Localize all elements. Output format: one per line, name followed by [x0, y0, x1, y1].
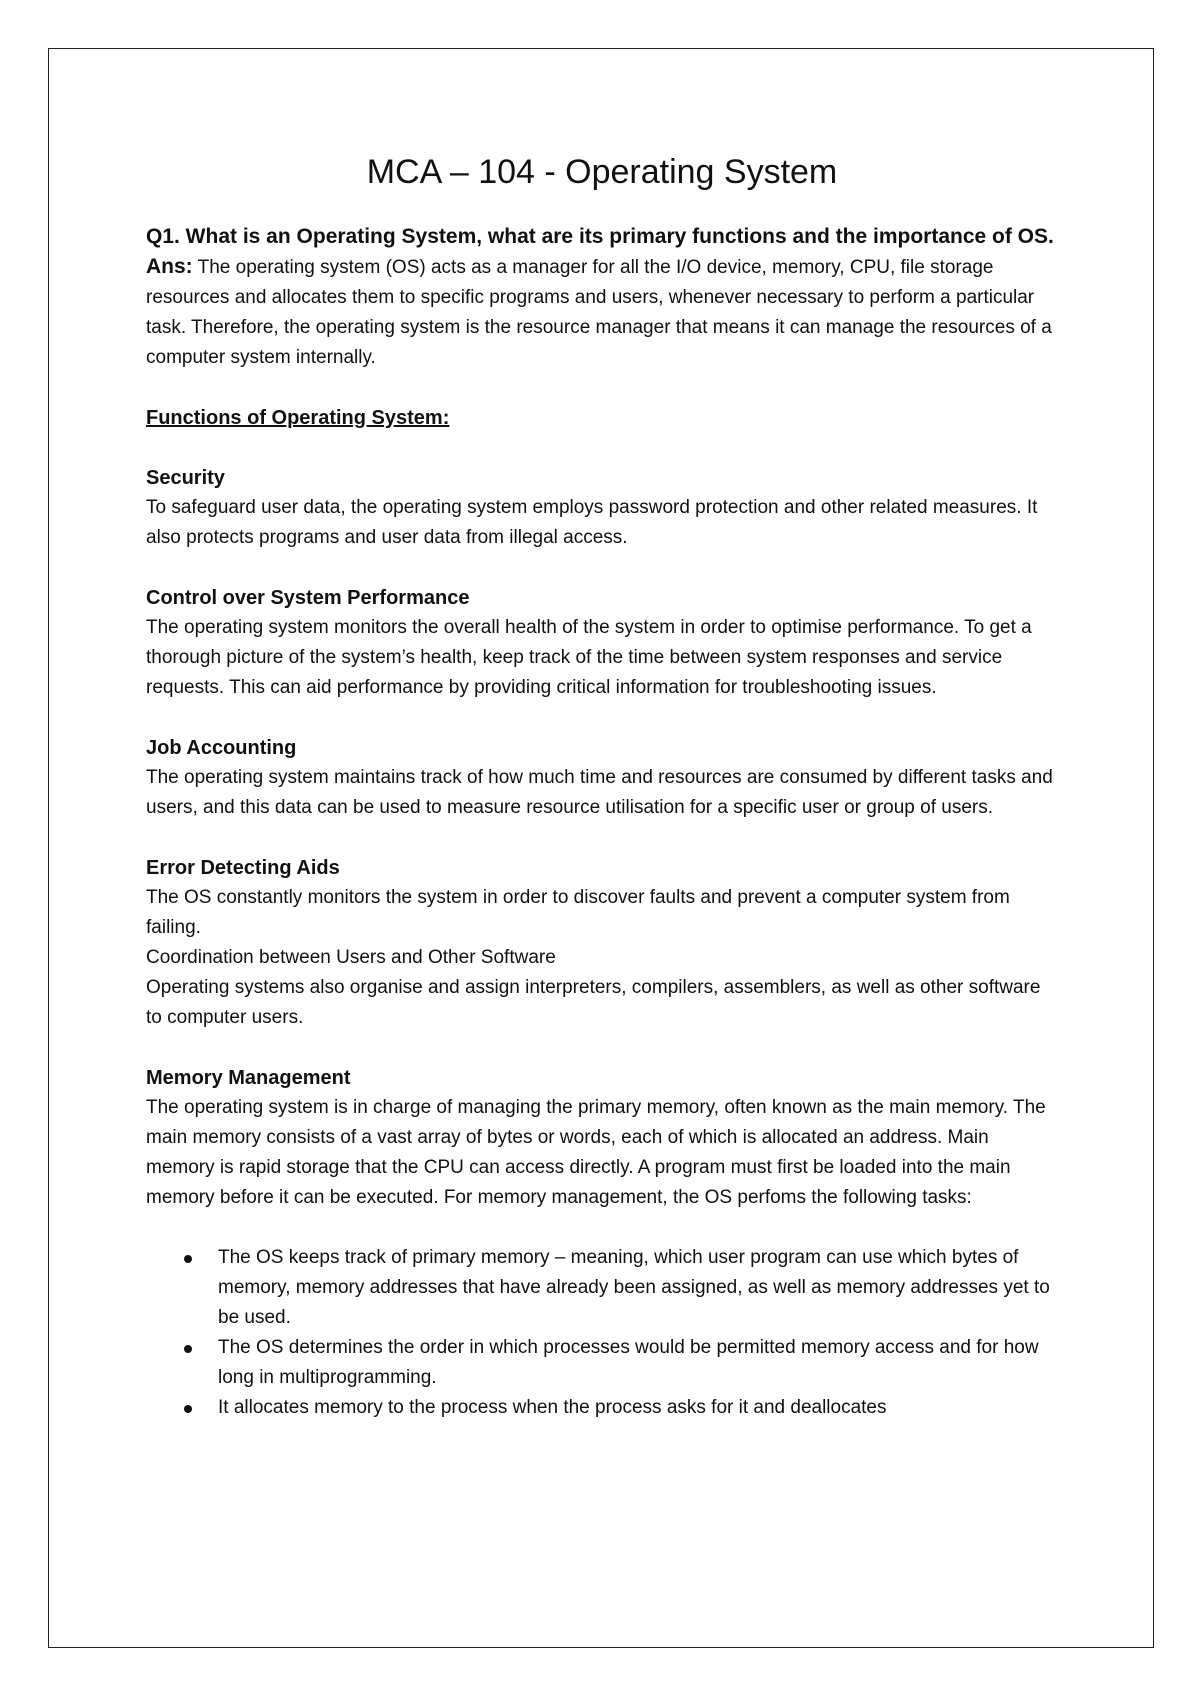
security-text: To safeguard user data, the operating system employs password protection and other related measures. It also protects programs and user data from illegal access.: [146, 497, 1038, 548]
list-item: It allocates memory to the process when the process asks for it and deallocates: [146, 1393, 1058, 1423]
coordination-text: Operating systems also organise and assign interpreters, compilers, assemblers, as well as other software to computer users.: [146, 977, 1041, 1028]
memory-text: The operating system is in charge of managing the primary memory, often known as the main memory. The main memory consists of a vast array of bytes or words, each of which is allocated an address. Main memory is rapid storage that the CPU can access directly. A program must first be loaded into the main memory before it can be executed. For memory management, the OS perfoms the following tasks:: [146, 1097, 1046, 1208]
question-1: Q1. What is an Operating System, what are its primary functions and the importance of OS.: [146, 225, 1054, 248]
answer-label: Ans:: [146, 255, 193, 278]
error-detecting-text: The OS constantly monitors the system in order to discover faults and prevent a computer system from failing.: [146, 887, 1010, 938]
functions-heading: Functions of Operating System:: [146, 407, 450, 429]
job-accounting-text: The operating system maintains track of how much time and resources are consumed by different tasks and users, and this data can be used to measure resource utilisation for a specific user or group of users.: [146, 767, 1053, 818]
error-detecting-heading: Error Detecting Aids: [146, 857, 340, 879]
memory-heading: Memory Management: [146, 1067, 351, 1089]
performance-heading: Control over System Performance: [146, 587, 470, 609]
bullet-icon: [184, 1345, 192, 1353]
answer-text: The operating system (OS) acts as a manager for all the I/O device, memory, CPU, file storage resources and allocates them to specific programs and users, whenever necessary to perform a particular task. Therefore, the operating system is the resource manager that means it can manage the resources of a computer system internally.: [146, 257, 1052, 368]
bullet-icon: [184, 1255, 192, 1263]
bullet-icon: [184, 1405, 192, 1413]
memory-task-list: [146, 1243, 1058, 1423]
security-heading: Security: [146, 467, 225, 489]
document-title: MCA – 104 - Operating System: [366, 153, 838, 191]
list-item: The OS keeps track of primary memory – meaning, which user program can use which bytes of memory, memory addresses that have already been assigned, as well as memory addresses yet to be used.: [146, 1243, 1058, 1333]
answer-1: [146, 252, 1058, 373]
job-accounting-heading: Job Accounting: [146, 737, 297, 759]
document-body: [146, 146, 1058, 1423]
coordination-heading: Coordination between Users and Other Software: [146, 947, 556, 968]
performance-text: The operating system monitors the overall health of the system in order to optimise performance. To get a thorough picture of the system’s health, keep track of the time between system responses and service requests. This can aid performance by providing critical information for troubleshooting issues.: [146, 617, 1032, 698]
list-item: The OS determines the order in which processes would be permitted memory access and for how long in multiprogramming.: [146, 1333, 1058, 1393]
